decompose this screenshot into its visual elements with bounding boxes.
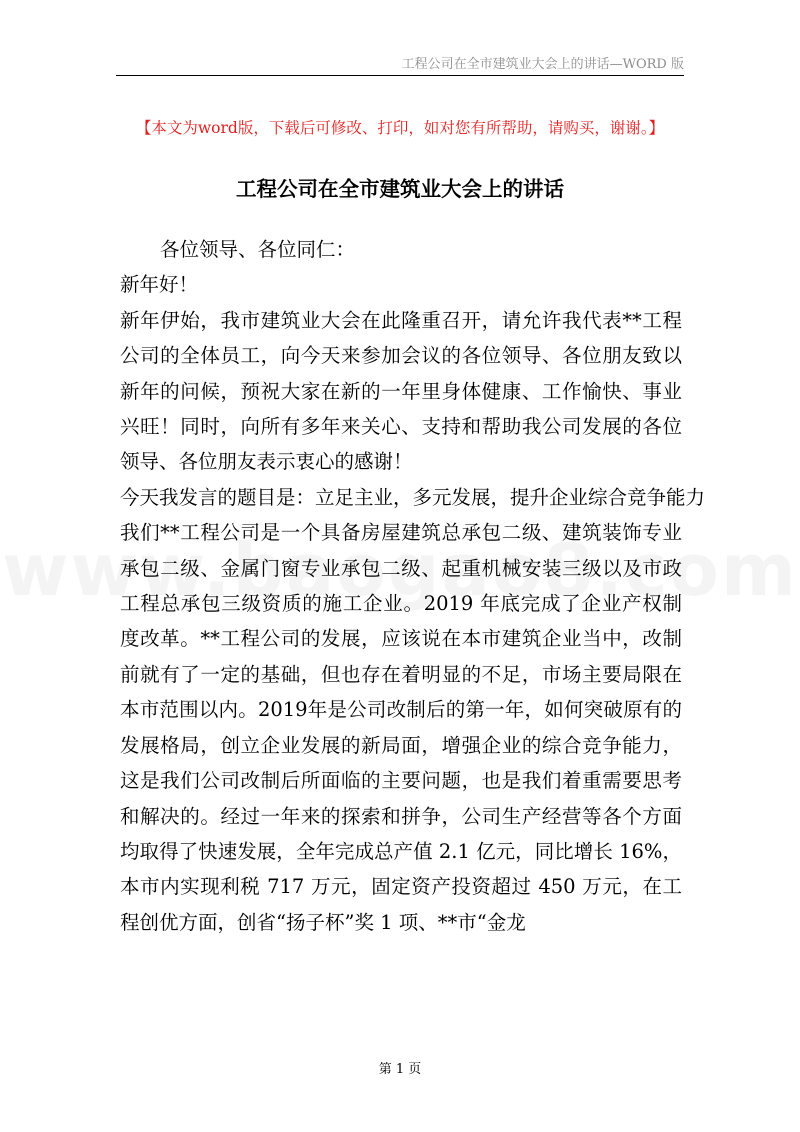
document-title: 工程公司在全市建筑业大会上的讲话	[236, 177, 564, 201]
salutation: 各位领导、各位同仁：	[160, 238, 356, 261]
purchase-notice: 【本文为word版，下载后可修改、打印，如对您有所帮助，请购买，谢谢。】	[135, 119, 665, 137]
header-divider	[116, 75, 684, 76]
paragraph-opening: 新年伊始，我市建筑业大会在此隆重召开，请允许我代表**工程公司的全体员工，向今天来参加会议的各位领导、各位朋友致以新年的问候，预祝大家在新的一年里身体健康、工作愉快、事业兴旺！同时，向所有多年来关心、支持和帮助我公司发展的各位领导、各位朋友表示衷心的感谢！	[120, 308, 682, 474]
paragraph-greeting: 新年好！	[120, 273, 199, 297]
paragraph-topic: 今天我发言的题目是：立足主业，多元发展，提升企业综合竞争能力	[120, 485, 706, 509]
running-header: 工程公司在全市建筑业大会上的讲话—WORD 版	[401, 57, 684, 72]
paragraph-company-intro: 我们**工程公司是一个具备房屋建筑总承包二级、建筑装饰专业承包二级、金属门窗专业承包二级、起重机械安装三级以及市政工程总承包三级资质的施工企业。2019 年底完成了企业产权制度改革。**工程公司的发展，应该说在本市建筑企业当中，改制前就有了一定的基础，但也存在着明显的不足，市场主要局限在本市范围以内。2019年是公司改制后的第一年，如何突破原有的发展格局，创立企业发展的新局面，增强企业的综合竞争能力，这是我们公司改制后所面临的主要问题，也是我们着重需要思考和解决的。经过一年来的探索和拼争，公司生产经营等各个方面均取得了快速发展，全年完成总产值 2.1 亿元，同比增长 16%，本市内实现利税 717 万元，固定资产投资超过 450 万元，在工程创优方面，创省“扬子杯”奖 1 项、**市“金龙	[120, 521, 682, 934]
document-body	[120, 232, 706, 940]
page-number: 第 1 页	[378, 1062, 422, 1077]
